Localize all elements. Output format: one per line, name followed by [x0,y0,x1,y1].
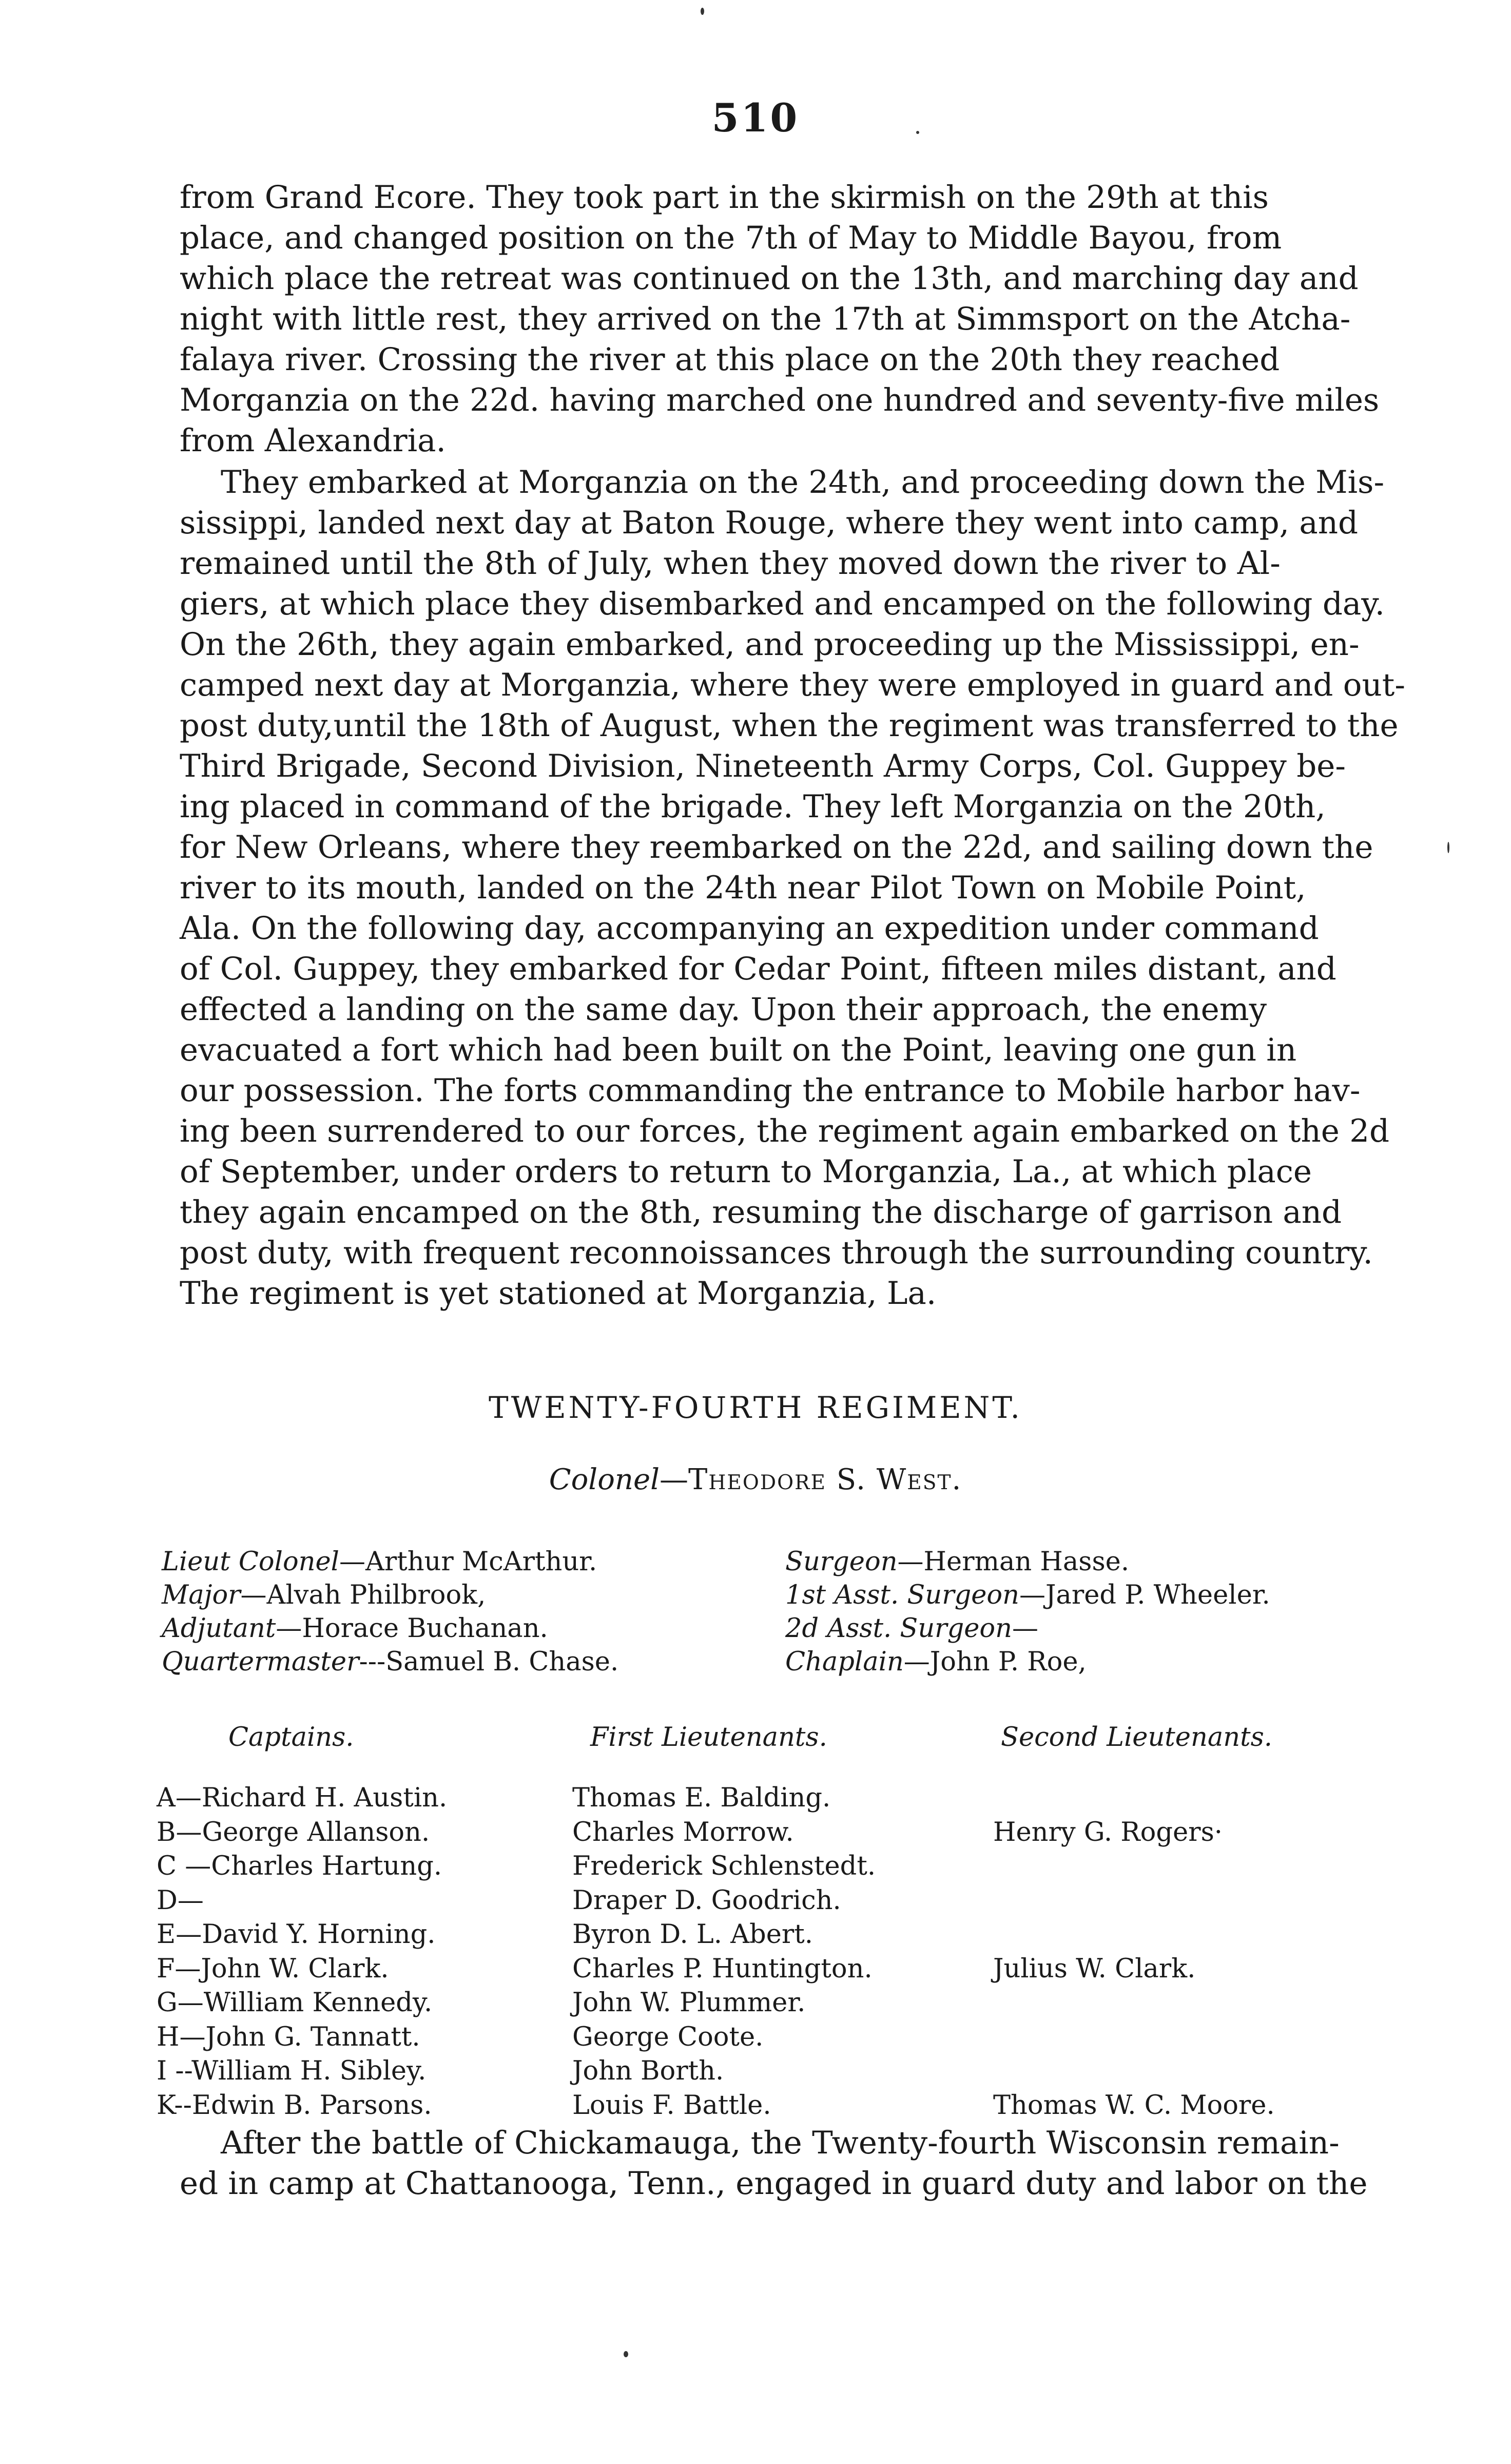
text-line: Third Brigade, Second Division, Nineteenth Army Corps, Col. Guppey be- [180,748,1346,784]
text-line: The regiment is yet stationed at Morganzia, La. [180,1275,937,1312]
first-lieutenant-name: Byron D. L. Abert. [572,1919,813,1950]
officer-role: Adjutant [162,1613,276,1644]
first-lieutenant-name: John Borth. [572,2056,724,2086]
second-lieutenant-name [993,1781,1275,1816]
captain-name: G—William Kennedy. [157,1988,433,2018]
print-speck [916,131,919,134]
officer-name: John P. Roe, [929,1647,1087,1677]
text-line: giers, at which place they disembarked and encamped on the following day. [180,586,1385,622]
colonel-line: Colonel—Theodore S. West. [549,1463,962,1496]
captain-name: K--Edwin B. Parsons. [157,2090,432,2121]
print-speck [624,2351,628,2357]
officer-role: 1st Asst. Surgeon [785,1580,1019,1610]
captain-name: C —Charles Hartung. [157,1851,442,1881]
officer-role: 2d Asst. Surgeon [785,1613,1012,1644]
officer-name: Jared P. Wheeler. [1045,1580,1270,1610]
paragraph-text [180,2123,1419,2204]
first-lieutenant-name: George Coote. [572,2022,764,2052]
officer-entry: Lieut Colonel—Arthur McArthur. [162,1547,597,1577]
text-line: they again encamped on the 8th, resuming the discharge of garrison and [180,1194,1342,1230]
text-line: our possession. The forts commanding the entrance to Mobile harbor hav- [180,1072,1361,1109]
text-line: night with little rest, they arrived on the 17th at Simmsport on the Atcha- [180,301,1351,337]
text-line: post duty,until the 18th of August, when the regiment was transferred to the [180,707,1399,744]
text-line: for New Orleans, where they reembarked on the 22d, and sailing down the [180,829,1373,865]
captain-name: I --William H. Sibley. [157,2056,427,2086]
officer-entry: Surgeon—Herman Hasse. [785,1547,1130,1577]
paragraph-text [180,462,1419,1314]
text-line: place, and changed position on the 7th of May to Middle Bayou, from [180,220,1282,256]
officer-entry: Chaplain—John P. Roe, [785,1647,1087,1677]
officer-entry: Adjutant—Horace Buchanan. [162,1613,548,1644]
text-line: from Alexandria. [180,422,446,459]
officer-name: Alvah Philbrook, [266,1580,486,1610]
second-lieutenant-name [993,1918,1275,1952]
text-line: post duty, with frequent reconnoissances through the surrounding country. [180,1235,1373,1271]
first-lieutenants-header: First Lieutenants. [590,1722,827,1753]
paragraph-text [180,177,1419,461]
text-line: which place the retreat was continued on the 13th, and marching day and [180,260,1359,297]
second-lieutenant-name [993,2054,1275,2089]
text-line: They embarked at Morganzia on the 24th, and proceeding down the Mis- [221,464,1385,500]
section-heading: TWENTY-FOURTH REGIMENT. [489,1390,1022,1425]
first-lieutenant-name: Louis F. Battle. [572,2090,771,2121]
officer-role: Major [162,1580,241,1610]
field-staff-right [785,1545,1270,1679]
text-line: effected a landing on the same day. Upon their approach, the enemy [180,991,1267,1028]
officer-entry: Quartermaster---Samuel B. Chase. [162,1647,619,1677]
captain-name: H—John G. Tannatt. [157,2022,420,2052]
colonel-name: Theodore S. West. [688,1463,962,1496]
officer-role: Lieut Colonel [162,1547,339,1577]
captain-name: E—David Y. Horning. [157,1919,436,1950]
text-line: Morganzia on the 22d. having marched one hundred and seventy-five miles [180,382,1380,418]
captains-header: Captains. [228,1722,354,1753]
first-lieutenant-name: Charles Morrow. [572,1817,794,1847]
captain-name: A—Richard H. Austin. [157,1783,448,1813]
captains-column [157,1781,447,2123]
officer-name: Herman Hasse. [923,1547,1130,1577]
second-lieutenant-name: Thomas W. C. Moore. [993,2090,1275,2121]
officer-name: Samuel B. Chase. [385,1647,619,1677]
officer-role: Chaplain [785,1647,904,1677]
text-line: evacuated a fort which had been built on the Point, leaving one gun in [180,1032,1297,1068]
captain-name: B—George Allanson. [157,1817,430,1847]
text-line: On the 26th, they again embarked, and proceeding up the Mississippi, en- [180,626,1360,663]
captain-name: F—John W. Clark. [157,1953,389,1984]
text-line: ed in camp at Chattanooga, Tenn., engaged in guard duty and labor on the [180,2165,1368,2202]
print-speck [701,8,704,15]
second-lieutenant-name: Henry G. Rogers· [993,1817,1223,1847]
officer-role: Surgeon [785,1547,898,1577]
text-line: camped next day at Morganzia, where they were employed in guard and out- [180,667,1405,703]
colonel-role: Colonel [549,1463,660,1496]
second-lieutenant-name [993,1986,1275,2020]
text-line: ing placed in command of the brigade. They left Morganzia on the 20th, [180,788,1326,825]
officer-name: Arthur McArthur. [365,1547,597,1577]
text-line: Ala. On the following day, accompanying an expedition under command [180,910,1319,947]
second-lieutenant-name: Julius W. Clark. [993,1953,1196,1984]
officer-name: Horace Buchanan. [302,1613,548,1644]
text-line: sissippi, landed next day at Baton Rouge, where they went into camp, and [180,505,1359,541]
field-staff-left [162,1545,618,1679]
text-line: remained until the 8th of July, when they moved down the river to Al- [180,545,1281,582]
first-lieutenant-name: Thomas E. Balding. [572,1783,831,1813]
officer-entry: Major—Alvah Philbrook, [162,1580,486,1610]
text-line: river to its mouth, landed on the 24th near Pilot Town on Mobile Point, [180,870,1306,906]
second-lieutenant-name [993,2020,1275,2055]
page-number: 510 [711,95,800,141]
first-lieutenant-name: Draper D. Goodrich. [572,1885,841,1916]
officer-entry: 1st Asst. Surgeon—Jared P. Wheeler. [785,1580,1270,1610]
officer-entry: 2d Asst. Surgeon— [785,1613,1038,1644]
second-lieutenant-name [993,1850,1275,1884]
second-lieutenant-name [993,1884,1275,1918]
officer-role: Quartermaster [162,1647,359,1677]
captain-name: D— [157,1885,204,1916]
text-line: of September, under orders to return to Morganzia, La., at which place [180,1153,1312,1190]
first-lieutenant-name: Charles P. Huntington. [572,1953,873,1984]
text-line: of Col. Guppey, they embarked for Cedar Point, fifteen miles distant, and [180,951,1336,987]
first-lieutenant-name: Frederick Schlenstedt. [572,1851,876,1881]
text-line: falaya river. Crossing the river at this place on the 20th they reached [180,341,1280,378]
first-lieutenants-column [572,1781,876,2123]
print-speck [1447,842,1449,853]
second-lieutenants-header: Second Lieutenants. [1001,1722,1272,1753]
text-line: ing been surrendered to our forces, the regiment again embarked on the 2d [180,1113,1390,1149]
first-lieutenant-name: John W. Plummer. [572,1988,806,2018]
text-line: After the battle of Chickamauga, the Twenty-fourth Wisconsin remain- [221,2125,1340,2161]
text-line: from Grand Ecore. They took part in the skirmish on the 29th at this [180,179,1269,216]
second-lieutenants-column [993,1781,1275,2123]
